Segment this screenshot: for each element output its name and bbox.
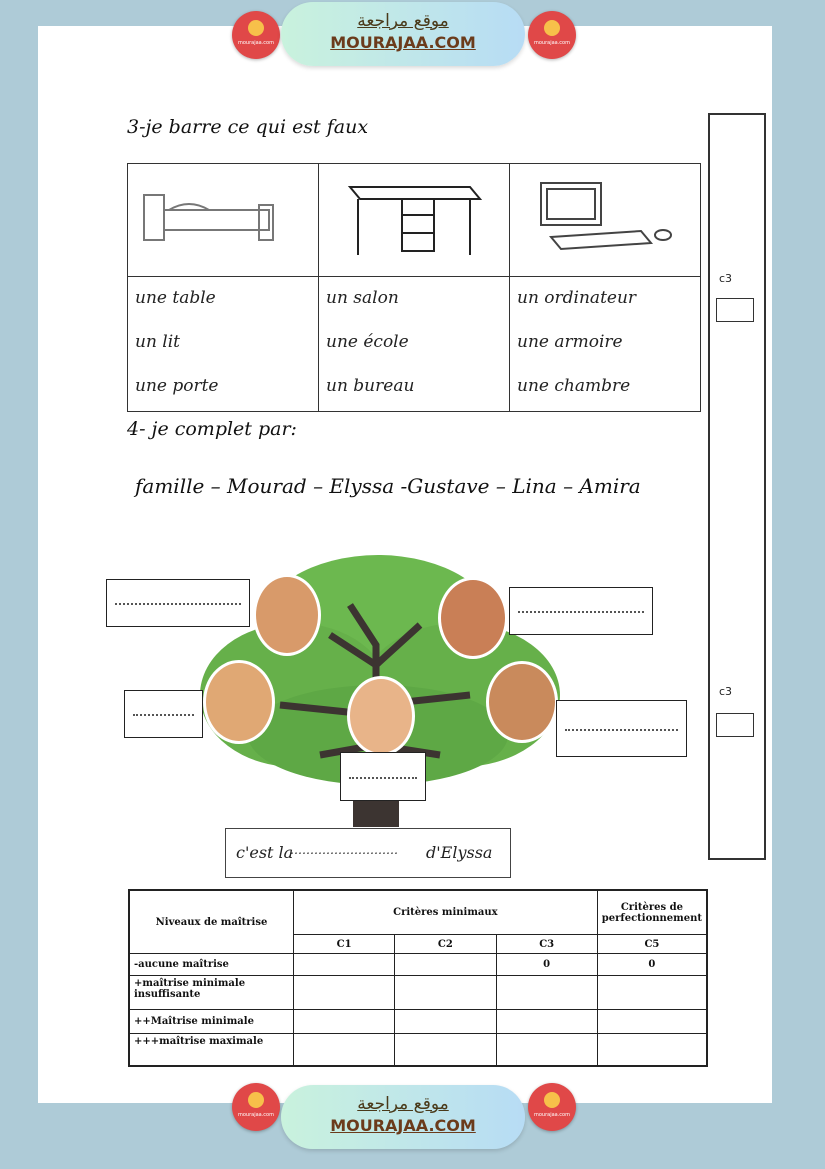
- row-label: -aucune maîtrise: [129, 954, 294, 976]
- word-option[interactable]: une table: [135, 288, 216, 308]
- word-option[interactable]: une chambre: [517, 376, 631, 396]
- header-minimal: Critères minimaux: [294, 890, 598, 935]
- grid-cell[interactable]: [294, 1010, 395, 1034]
- col-c3: C3: [496, 935, 597, 954]
- word-option[interactable]: un lit: [135, 332, 181, 352]
- word-column-2: [319, 277, 510, 412]
- row-label: ++Maîtrise minimale: [129, 1010, 294, 1034]
- grid-cell[interactable]: 0: [597, 954, 707, 976]
- grid-cell[interactable]: [395, 1034, 496, 1066]
- row-label: +maîtrise minimale insuffisante: [129, 976, 294, 1010]
- grid-cell[interactable]: [597, 976, 707, 1010]
- col-c2: C2: [395, 935, 496, 954]
- father-portrait: [253, 574, 321, 656]
- evaluation-grid: [128, 889, 708, 1067]
- criterion-label: c3: [719, 685, 733, 698]
- computer-icon: [511, 165, 699, 271]
- score-column: [708, 113, 766, 860]
- name-blank-mother[interactable]: [509, 587, 653, 635]
- word-column-1: [128, 277, 319, 412]
- header-levels: Niveaux de maîtrise: [129, 890, 294, 954]
- row-label: +++maîtrise maximale: [129, 1034, 294, 1066]
- sentence-blank[interactable]: ………………………: [290, 843, 398, 857]
- grid-cell[interactable]: [496, 976, 597, 1010]
- word-option[interactable]: un bureau: [326, 376, 415, 396]
- score-box[interactable]: [716, 298, 754, 322]
- bed-icon: [129, 165, 317, 271]
- logo-right-bottom: mourajaa.com: [528, 1083, 576, 1131]
- grid-cell[interactable]: [496, 1034, 597, 1066]
- logo-left-bottom: mourajaa.com: [232, 1083, 280, 1131]
- son-portrait: [203, 660, 275, 744]
- name-blank-father[interactable]: [106, 579, 250, 627]
- banner-latin: MOURAJAA.COM: [330, 1116, 476, 1135]
- desk-icon: [320, 165, 508, 271]
- word-option[interactable]: un salon: [326, 288, 399, 308]
- exercise3-title: 3-je barre ce qui est faux: [127, 116, 369, 138]
- grid-cell[interactable]: [395, 954, 496, 976]
- exercise3-table: [127, 163, 701, 412]
- site-banner-bottom[interactable]: [281, 1085, 525, 1149]
- grid-cell[interactable]: [294, 1034, 395, 1066]
- exercise4-title: 4- je complet par:: [127, 418, 297, 440]
- word-option[interactable]: un ordinateur: [517, 288, 637, 308]
- image-cell: [319, 164, 510, 277]
- word-option[interactable]: une armoire: [517, 332, 623, 352]
- banner-arabic: موقع مراجعة: [357, 11, 449, 31]
- name-blank-girl[interactable]: [556, 700, 687, 757]
- word-column-3: [510, 277, 701, 412]
- site-banner-top[interactable]: [281, 2, 525, 66]
- sentence-end: d'Elyssa: [426, 843, 493, 862]
- grid-cell[interactable]: [597, 1010, 707, 1034]
- girl-portrait: [486, 661, 558, 743]
- banner-arabic: موقع مراجعة: [357, 1094, 449, 1114]
- logo-right-top: mourajaa.com: [528, 11, 576, 59]
- header-perfection: Critères de perfectionnement: [597, 890, 707, 935]
- grid-cell[interactable]: [597, 1034, 707, 1066]
- sentence-box: [225, 828, 511, 878]
- name-blank-son[interactable]: [124, 690, 203, 738]
- col-c1: C1: [294, 935, 395, 954]
- grid-cell[interactable]: [395, 1010, 496, 1034]
- grid-cell[interactable]: 0: [496, 954, 597, 976]
- daughter-portrait: [347, 676, 415, 756]
- mother-portrait: [438, 577, 508, 659]
- banner-latin: MOURAJAA.COM: [330, 33, 476, 52]
- score-box[interactable]: [716, 713, 754, 737]
- word-option[interactable]: une école: [326, 332, 409, 352]
- col-c5: C5: [597, 935, 707, 954]
- grid-cell[interactable]: [496, 1010, 597, 1034]
- word-option[interactable]: une porte: [135, 376, 219, 396]
- grid-cell[interactable]: [294, 976, 395, 1010]
- logo-left-top: mourajaa.com: [232, 11, 280, 59]
- image-cell: [128, 164, 319, 277]
- grid-cell[interactable]: [395, 976, 496, 1010]
- word-bank: famille – Mourad – Elyssa -Gustave – Lina – Amira: [135, 474, 641, 498]
- criterion-label: c3: [719, 272, 733, 285]
- image-cell: [510, 164, 701, 277]
- grid-cell[interactable]: [294, 954, 395, 976]
- name-blank-daughter[interactable]: [340, 752, 426, 801]
- sentence-start: c'est la: [236, 843, 294, 862]
